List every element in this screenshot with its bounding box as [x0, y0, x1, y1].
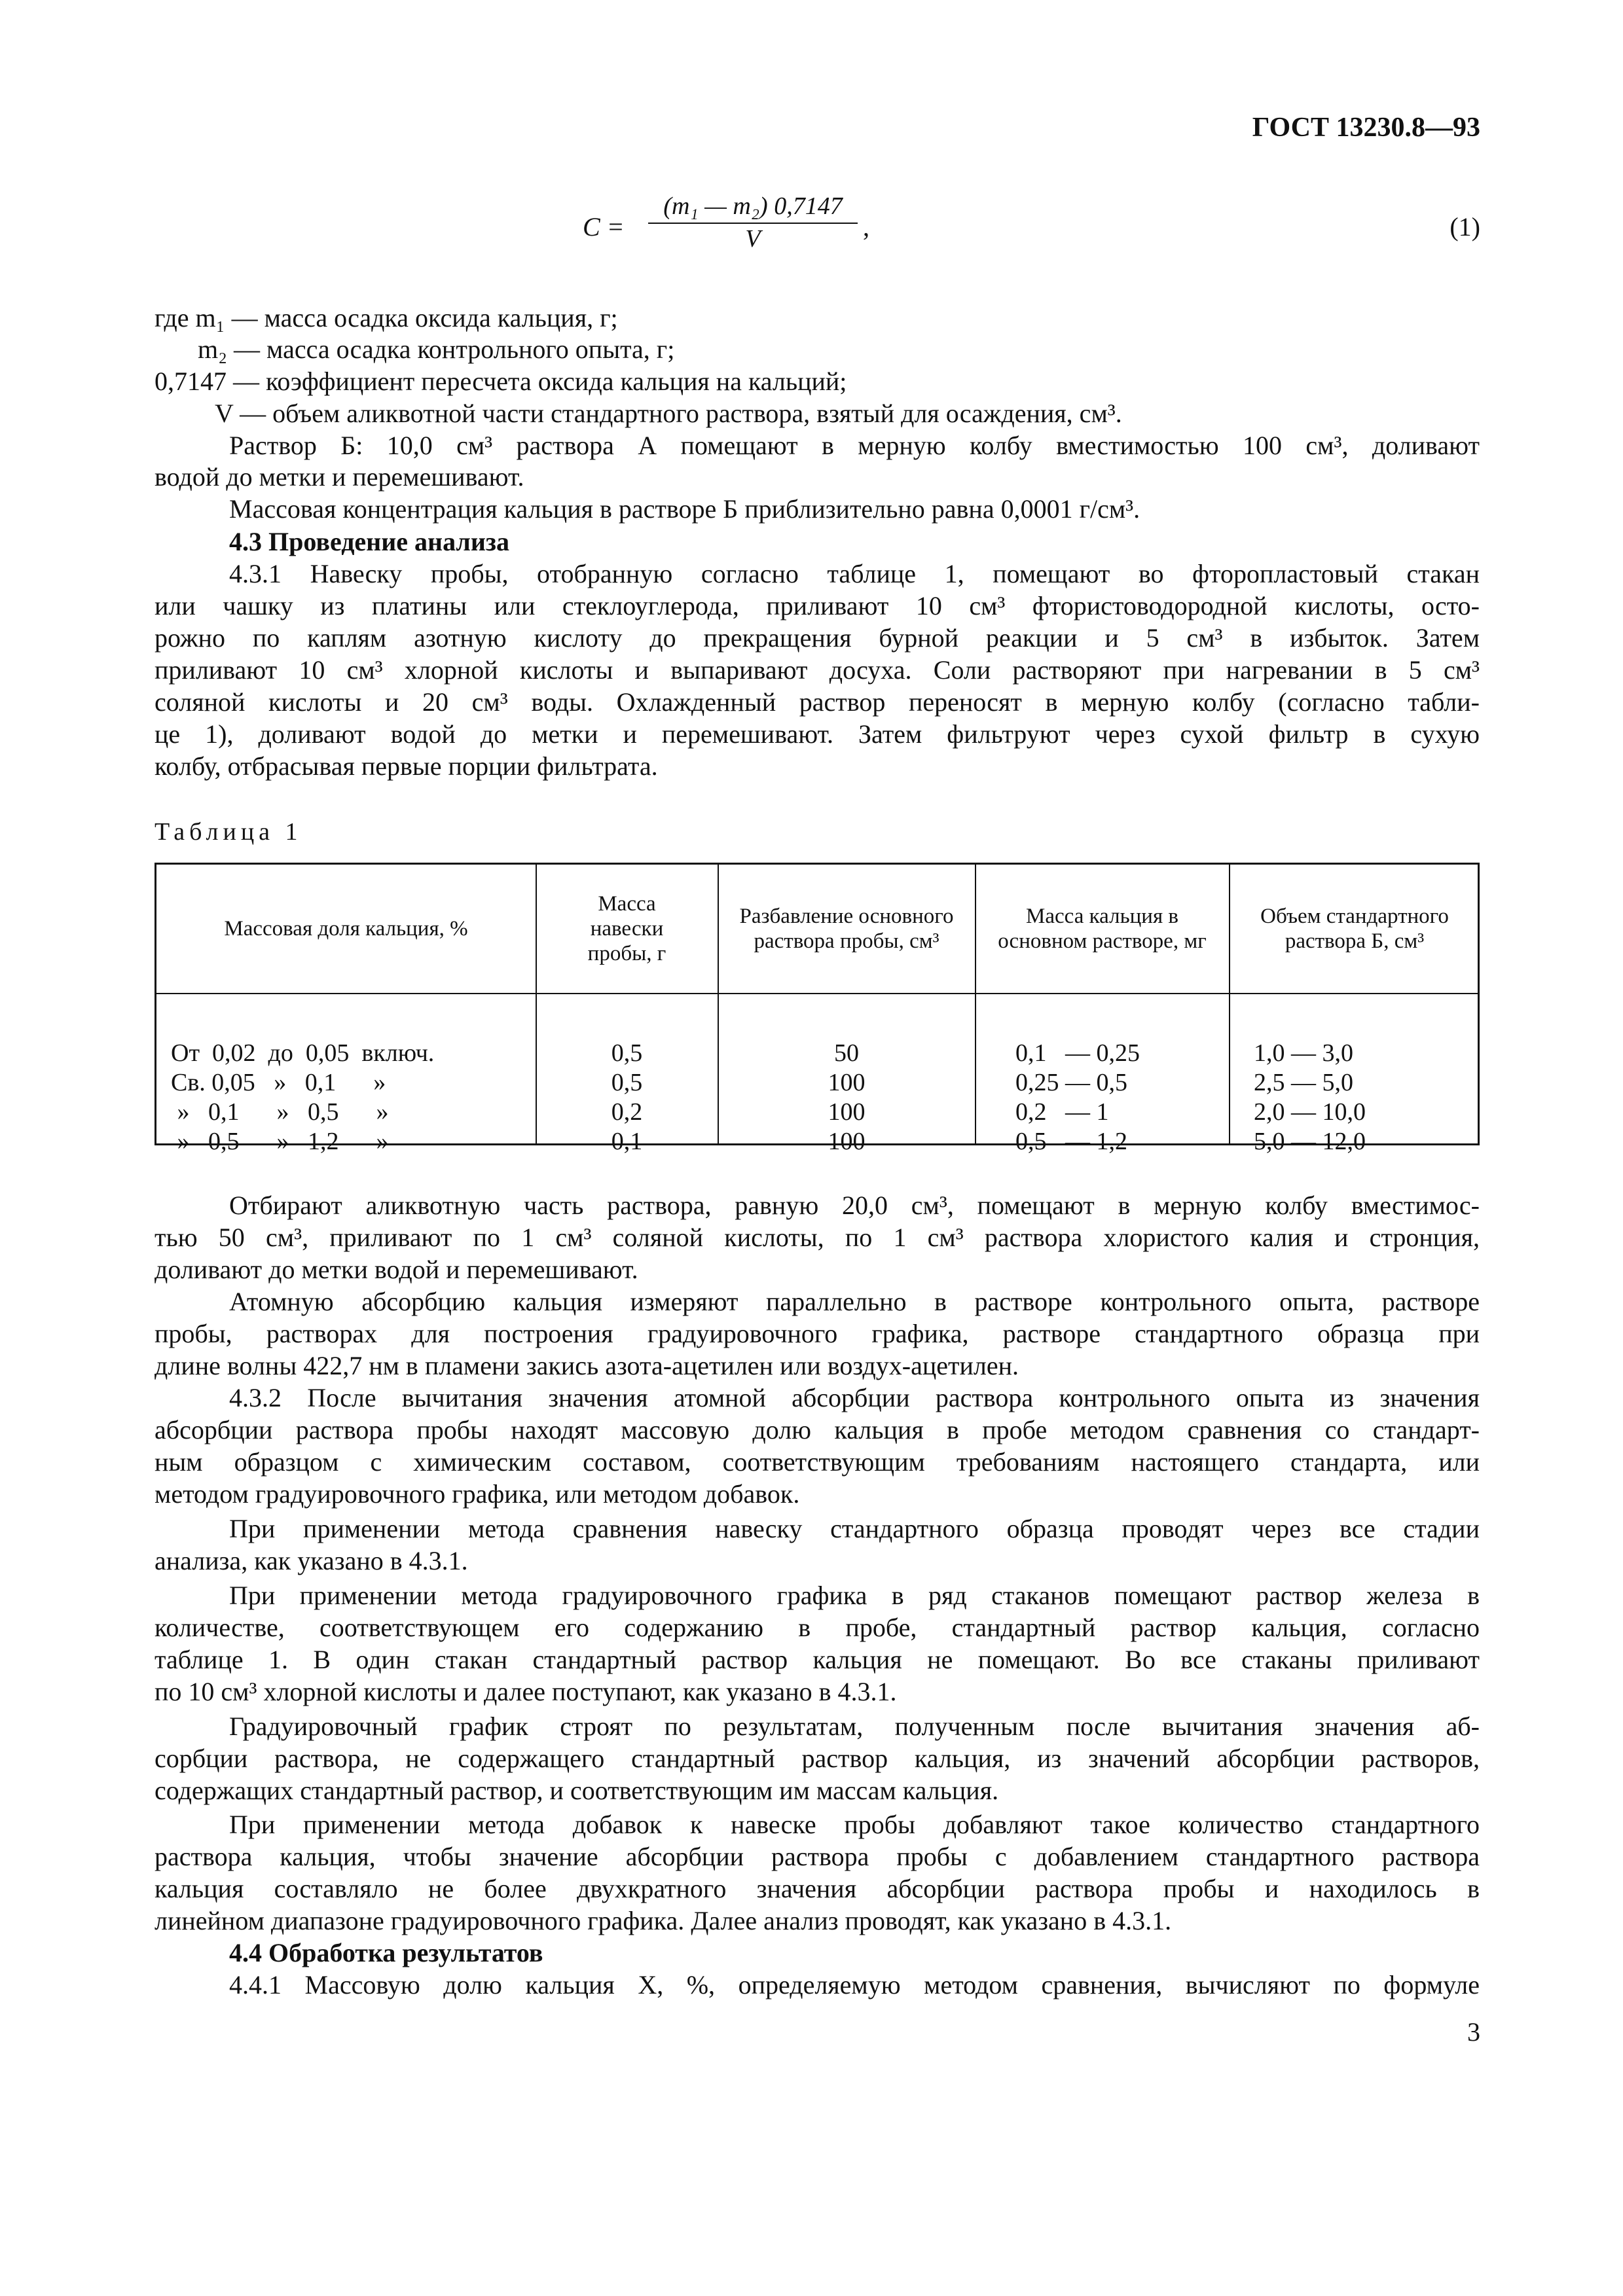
table-cell: От 0,02 до 0,05 включ.	[171, 1039, 435, 1067]
table-column-dilution	[718, 1039, 975, 1157]
paragraph-additions-line3: кальция составляло не более двухкратного значения абсорбции раствора пробы и находилось в	[155, 1874, 1480, 1903]
paragraph-compare-line1: При применении метода сравнения навеску стандартного образца проводят через все стадии	[229, 1514, 1480, 1543]
paragraph-solution-b-line2: водой до метки и перемешивают.	[155, 462, 524, 492]
formula-numerator: (m₁ — m₂) 0,7147	[663, 192, 843, 220]
section-heading-4-4: 4.4 Обработка результатов	[229, 1938, 543, 1967]
table-column-calcium-mass	[1015, 1039, 1140, 1157]
formula-number: (1)	[1450, 212, 1480, 242]
table-cell: 0,1	[611, 1128, 643, 1155]
data-table	[155, 863, 1480, 1155]
table-header-separator	[156, 993, 1478, 994]
table-caption: Таблица 1	[155, 818, 302, 846]
paragraph-aliquot-line3: доливают до метки водой и перемешивают.	[155, 1255, 638, 1284]
paragraph-aliquot-line1: Отбирают аликвотную часть раствора, равную 20,0 см³, помещают в мерную колбу вместимос-	[229, 1191, 1480, 1220]
paragraph-additions-line1: При применении метода добавок к навеске пробы добавляют такое количество стандартного	[229, 1810, 1480, 1839]
definition-m2: m₂ — масса осадка контрольного опыта, г;	[198, 334, 675, 364]
paragraph-atomic-line3: длине волны 422,7 нм в пламени закись азота-ацетилен или воздух-ацетилен.	[155, 1351, 1019, 1380]
table-cell: 0,2 — 1	[1015, 1098, 1109, 1126]
paragraph-4-3-1-line6: це 1), доливают водой до метки и перемешивают. Затем фильтруют через сухой фильтр в сухую	[155, 719, 1480, 749]
table-cell: 50	[834, 1039, 859, 1067]
paragraph-calib-line3: таблице 1. В один стакан стандартный раствор кальция не помещают. Во все стаканы приливают	[155, 1645, 1480, 1674]
paragraph-4-3-2-line2: абсорбции раствора пробы находят массовую долю кальция в пробе методом сравнения со стандарт-	[155, 1415, 1480, 1444]
table-header-calcium-mass: Масса кальция в основном растворе, мг	[998, 905, 1207, 953]
table-column-sample-mass	[536, 1039, 718, 1157]
page-number: 3	[1467, 2017, 1480, 2047]
paragraph-graph-line2: сорбции раствора, не содержащего стандартный раствор кальция, из значений абсорбции растворов,	[155, 1744, 1480, 1773]
table-cell: » 0,1 » 0,5 »	[171, 1098, 389, 1126]
document-header: ГОСТ 13230.8—93	[1252, 113, 1480, 143]
formula-fraction-bar	[648, 223, 858, 224]
table-header-dilution: Разбавление основного раствора пробы, см³	[739, 905, 954, 953]
table-cell: 100	[828, 1069, 866, 1096]
definition-v: V — объем аликвотной части стандартного раствора, взятый для осаждения, см³.	[215, 399, 1122, 428]
table-cell: 2,0 — 10,0	[1254, 1098, 1366, 1126]
table-header-sample-mass: Масса навески пробы, г	[587, 892, 666, 965]
paragraph-4-3-1-line1: 4.3.1 Навеску пробы, отобранную согласно таблице 1, помещают во фторопластовый стакан	[229, 559, 1480, 588]
paragraph-4-3-1-line2: или чашку из платины или стеклоуглерода, приливают 10 см³ фтористоводородной кислоты, осто-	[155, 591, 1480, 620]
table-cell: 0,25 — 0,5	[1015, 1069, 1127, 1096]
table-cell: 0,2	[611, 1098, 643, 1126]
table-cell: » 0,5 » 1,2 »	[171, 1128, 389, 1155]
table-cell: 0,5 — 1,2	[1015, 1128, 1127, 1155]
paragraph-calib-line4: по 10 см³ хлорной кислоты и далее поступают, как указано в 4.3.1.	[155, 1677, 897, 1706]
table-cell: Св. 0,05 » 0,1 »	[171, 1069, 386, 1096]
paragraph-graph-line1: Градуировочный график строят по результатам, полученным после вычитания значения аб-	[229, 1712, 1480, 1741]
paragraph-4-3-1-line3: рожно по каплям азотную кислоту до прекращения бурной реакции и 5 см³ в избыток. Затем	[155, 623, 1480, 653]
paragraph-4-3-1-line5: соляной кислоты и 20 см³ воды. Охлажденный раствор переносят в мерную колбу (согласно табли-	[155, 687, 1480, 717]
table-cell: 5,0 — 12,0	[1254, 1128, 1366, 1155]
paragraph-graph-line3: содержащих стандартный раствор, и соответствующим им массам кальция.	[155, 1776, 999, 1805]
paragraph-mass-concentration: Массовая концентрация кальция в растворе Б приблизительно равна 0,0001 г/см³.	[229, 494, 1140, 524]
table-column-range	[171, 1039, 434, 1157]
table-header-mass-fraction: Массовая доля кальция, %	[224, 917, 468, 941]
formula-lhs: C =	[583, 212, 625, 242]
table-cell: 1,0 — 3,0	[1254, 1039, 1353, 1067]
table-column-standard-volume	[1254, 1039, 1366, 1157]
table-header-standard-volume: Объем стандартного раствора Б, см³	[1260, 905, 1449, 953]
table-cell: 2,5 — 5,0	[1254, 1069, 1353, 1096]
formula-tail: ,	[863, 212, 869, 242]
paragraph-calib-line2: количестве, соответствующем его содержанию в пробе, стандартный раствор кальция, согласно	[155, 1613, 1480, 1642]
table-cell: 0,5	[611, 1039, 643, 1067]
formula-fraction	[648, 194, 858, 251]
paragraph-4-3-2-line1: 4.3.2 После вычитания значения атомной абсорбции раствора контрольного опыта из значения	[229, 1383, 1480, 1412]
paragraph-additions-line2: раствора кальция, чтобы значение абсорбции раствора пробы с добавлением стандартного раствора	[155, 1842, 1480, 1871]
paragraph-calib-line1: При применении метода градуировочного графика в ряд стаканов помещают раствор железа в	[229, 1581, 1480, 1610]
paragraph-4-3-2-line3: ным образцом с химическим составом, соответствующим требованиям настоящего стандарта, или	[155, 1447, 1480, 1477]
paragraph-4-3-2-line4: методом градуировочного графика, или методом добавок.	[155, 1479, 800, 1509]
paragraph-solution-b-line1: Раствор Б: 10,0 см³ раствора А помещают в мерную колбу вместимостью 100 см³, доливают	[229, 431, 1480, 460]
table-cell: 100	[828, 1128, 866, 1155]
paragraph-atomic-line2: пробы, растворах для построения градуировочного графика, растворе стандартного образца при	[155, 1319, 1480, 1348]
table-cell: 0,1 — 0,25	[1015, 1039, 1140, 1067]
paragraph-4-4-1: 4.4.1 Массовую долю кальция X, %, определяемую методом сравнения, вычисляют по формуле	[229, 1970, 1480, 2000]
formula-denominator: V	[745, 225, 761, 253]
paragraph-additions-line4: линейном диапазоне градуировочного графика. Далее анализ проводят, как указано в 4.3.1.	[155, 1906, 1172, 1935]
definition-coef: 0,7147 — коэффициент пересчета оксида кальция на кальций;	[155, 367, 847, 396]
paragraph-4-3-1-line4: приливают 10 см³ хлорной кислоты и выпаривают досуха. Соли растворяют при нагревании в 5 см³	[155, 655, 1480, 685]
paragraph-aliquot-line2: тью 50 см³, приливают по 1 см³ соляной кислоты, по 1 см³ раствора хлористого калия и стронция,	[155, 1223, 1480, 1252]
table-cell: 100	[828, 1098, 866, 1126]
paragraph-atomic-line1: Атомную абсорбцию кальция измеряют параллельно в растворе контрольного опыта, растворе	[229, 1287, 1480, 1316]
paragraph-4-3-1-line7: колбу, отбрасывая первые порции фильтрата.	[155, 751, 658, 781]
definition-m1: где m₁ — масса осадка оксида кальция, г;	[155, 303, 618, 332]
paragraph-compare-line2: анализа, как указано в 4.3.1.	[155, 1546, 468, 1575]
table-cell: 0,5	[611, 1069, 643, 1096]
section-heading-4-3: 4.3 Проведение анализа	[229, 527, 509, 556]
